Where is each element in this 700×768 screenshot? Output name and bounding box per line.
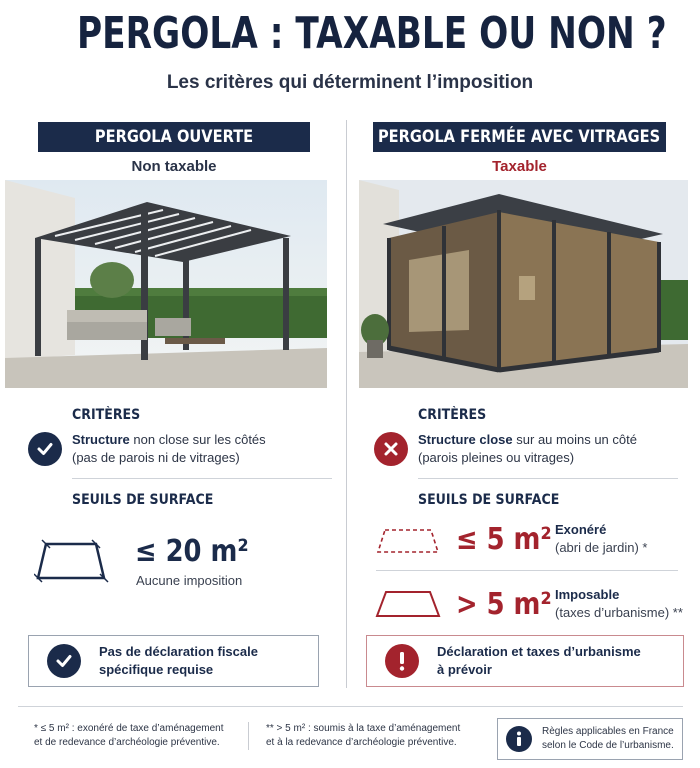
footnote-2-line-1: ** > 5 m² : soumis à la taxe d’aménagement: [266, 723, 461, 734]
left-criteria-bold: Structure: [72, 432, 130, 447]
left-criteria-sub: (pas de parois ni de vitrages): [72, 450, 240, 465]
left-info-box: [28, 635, 319, 687]
footer-separator: [18, 706, 683, 707]
footnote-1-line-2: et de redevance d’archéologie préventive.: [34, 737, 220, 748]
right-criteria-label: CRITÈRES: [418, 407, 487, 423]
right-column-heading: PERGOLA FERMÉE AVEC VITRAGES: [373, 122, 666, 152]
left-criteria-rest: non close sur les côtés: [133, 432, 266, 447]
closed-pergola-image: [359, 180, 688, 388]
right-rows-separator: [376, 570, 678, 571]
left-status: Non taxable: [131, 158, 217, 175]
right-info-box: [366, 635, 684, 687]
column-divider: [346, 120, 347, 688]
right-criteria-text: [418, 431, 637, 467]
solid-trapezoid-icon: [374, 589, 442, 624]
info-icon: [506, 726, 532, 752]
footnote-1: [34, 722, 223, 750]
footnote-1-line-1: * ≤ 5 m² : exonéré de taxe d’aménagement: [34, 723, 224, 734]
right-box-text: [437, 643, 641, 679]
left-surface-label: SEUILS DE SURFACE: [72, 492, 214, 508]
dashed-trapezoid-icon: [375, 526, 441, 561]
right-row-2-note: (taxes d’urbanisme) **: [555, 605, 683, 620]
dimension-frame-icon: [34, 536, 114, 591]
left-criteria-text: [72, 431, 266, 467]
cross-icon: [374, 432, 408, 466]
right-status: Taxable: [492, 158, 547, 175]
left-criteria-label: CRITÈRES: [72, 407, 141, 423]
info-line-1: Règles applicables en France: [542, 726, 674, 737]
right-criteria-rest: sur au moins un côté: [516, 432, 637, 447]
right-criteria-bold: Structure close: [418, 432, 513, 447]
left-box-text: [99, 643, 258, 679]
left-box-line-2: spécifique requise: [99, 662, 214, 677]
footer-divider: [248, 722, 249, 750]
info-line-2: selon le Code de l’urbanisme.: [542, 740, 674, 751]
right-row-2-title: Imposable: [555, 587, 620, 602]
footnote-2: [266, 722, 460, 750]
check-icon: [47, 644, 81, 678]
exclamation-icon: [385, 644, 419, 678]
check-icon: [28, 432, 62, 466]
right-row-2-value: > 5 m²: [456, 587, 552, 622]
right-row-1-value: ≤ 5 m²: [456, 522, 552, 557]
right-row-1-title: Exonéré: [555, 522, 607, 537]
info-text: [542, 725, 674, 753]
right-surface-label: SEUILS DE SURFACE: [418, 492, 560, 508]
right-box-line-1: Déclaration et taxes d’urbanisme: [437, 644, 641, 659]
page-title: PERGOLA : TAXABLE OU NON ?: [77, 8, 667, 59]
left-box-line-1: Pas de déclaration fiscale: [99, 644, 258, 659]
right-box-line-2: à prévoir: [437, 662, 492, 677]
open-pergola-image: [5, 180, 327, 388]
left-threshold-value: ≤ 20 m²: [135, 534, 249, 569]
right-criteria-sub: (parois pleines ou vitrages): [418, 450, 575, 465]
left-column-heading: PERGOLA OUVERTE: [38, 122, 310, 152]
info-box: [497, 718, 683, 760]
left-separator: [72, 478, 332, 479]
right-row-1-note: (abri de jardin) *: [555, 540, 648, 555]
right-separator: [418, 478, 678, 479]
footnote-2-line-2: et à la redevance d’archéologie préventive.: [266, 737, 457, 748]
page-subtitle: Les critères qui déterminent l’imposition: [166, 72, 534, 93]
left-threshold-note: Aucune imposition: [136, 573, 243, 588]
